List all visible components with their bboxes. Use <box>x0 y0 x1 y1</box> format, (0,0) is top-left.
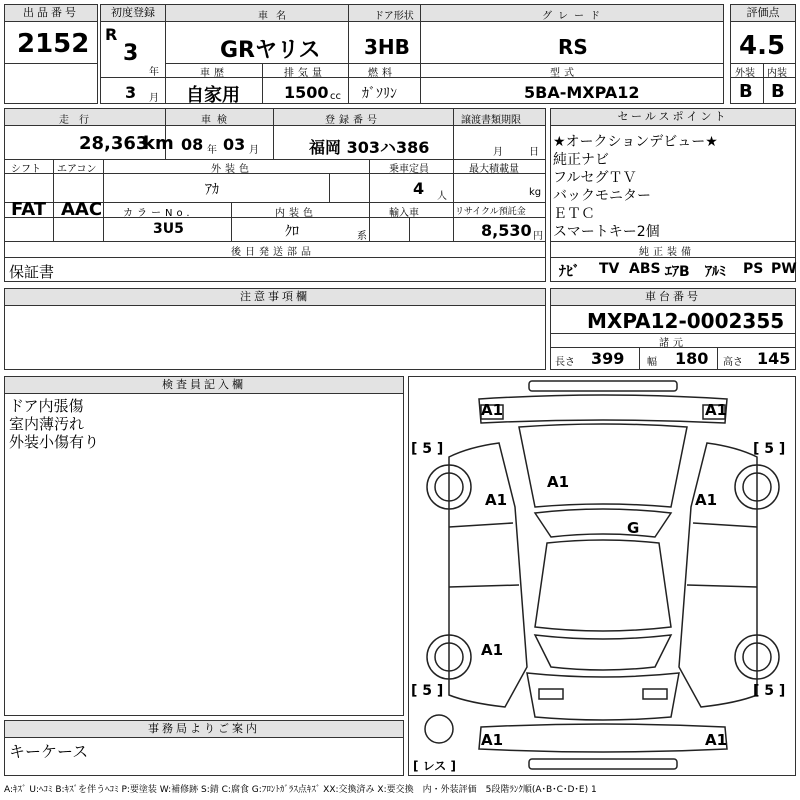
door-label: ドア形状 <box>374 11 414 22</box>
int-color-value: ｸﾛ <box>285 224 299 240</box>
mark-front-left: A1 <box>481 401 504 419</box>
inspection-label: 車検 <box>201 115 233 126</box>
equip-item: PW <box>771 261 797 277</box>
first-registration-label: 初度登録 <box>101 5 165 22</box>
int-value: B <box>771 81 785 102</box>
color-no-value: 3U5 <box>153 221 184 237</box>
equip-item: ｱﾙﾐ <box>705 264 726 280</box>
month-unit: 月 <box>149 93 159 104</box>
displacement-value: 1500 <box>284 83 329 102</box>
height-label: 高さ <box>723 357 743 368</box>
model-value: 5BA-MXPA12 <box>524 83 640 102</box>
load-label: 最大積載量 <box>469 164 519 175</box>
sales-line: スマートキー2個 <box>553 224 660 240</box>
import-label: 輸入車 <box>389 208 419 219</box>
year-unit: 年 <box>149 67 159 78</box>
tire-rear-left: [ 5 ] <box>411 683 444 699</box>
transfer-day-unit: 日 <box>529 147 539 158</box>
history-value: 自家用 <box>186 85 240 106</box>
inspection-month-unit: 月 <box>249 145 259 156</box>
tire-front-right: [ 5 ] <box>753 441 786 457</box>
era-value: R <box>105 25 118 44</box>
spec-label: 諸元 <box>659 338 687 349</box>
mileage-label: 走行 <box>59 115 99 126</box>
office-box <box>4 720 404 776</box>
sales-point-box <box>550 108 796 282</box>
equip-item: TV <box>599 261 620 277</box>
ext-color-value: ｱｶ <box>205 182 219 198</box>
legend: A:ｷｽﾞ U:ﾍｺﾐ B:ｷｽﾞを伴うﾍｺﾐ P:要塗装 W:補修跡 S:錆 C:腐食 G:ﾌﾛﾝﾄｶﾞﾗｽ点ｷｽﾞ XX:交換済み X:要交換 内・外装評価 5段階ﾗﾝｸ順(A･B･C･D･E) 1 <box>4 785 597 795</box>
score-value: 4.5 <box>739 31 786 61</box>
capacity-value: 4 <box>413 179 425 198</box>
capacity-unit: 人 <box>437 191 447 202</box>
inspection-year: 08 <box>181 135 204 154</box>
length-label: 長さ <box>555 357 575 368</box>
chassis-value: MXPA12-0002355 <box>587 309 785 333</box>
sales-line: フルセグＴＶ <box>553 170 637 186</box>
lot-number-box <box>4 4 98 104</box>
score-label: 評価点 <box>731 5 795 22</box>
recycle-value: 8,530 <box>481 221 532 240</box>
inspector-label: 検査員記入欄 <box>5 377 403 394</box>
year-value: 3 <box>123 41 139 66</box>
main-header-box <box>166 4 724 104</box>
mileage-value: 28,363 <box>79 133 149 154</box>
inspector-line: ドア内張傷 <box>9 397 84 415</box>
fuel-label: 燃料 <box>368 68 396 79</box>
mark-left-rear: A1 <box>481 641 504 659</box>
chassis-box <box>550 288 796 370</box>
height-value: 145 <box>757 349 791 368</box>
door-value: 3HB <box>364 35 410 59</box>
sales-point-label: セールスポイント <box>551 109 795 126</box>
sales-line: ★オークションデビュー★ <box>553 134 718 150</box>
ext-value: B <box>739 81 753 102</box>
office-label: 事務局よりご案内 <box>5 721 403 738</box>
inspector-line: 室内薄汚れ <box>9 415 85 433</box>
tire-rear-right: [ 5 ] <box>753 683 786 699</box>
reg-label: 登録番号 <box>325 115 381 126</box>
equip-item: PS <box>743 261 764 277</box>
ac-value: AAC <box>61 199 103 220</box>
load-unit: kg <box>529 187 542 198</box>
shift-label: シフト <box>11 164 41 175</box>
displacement-unit: cc <box>330 91 341 102</box>
mark-windshield: G <box>627 519 640 537</box>
transfer-month-unit: 月 <box>493 147 503 158</box>
mileage-unit: km <box>143 133 174 154</box>
equipment-label: 純正装備 <box>639 247 695 258</box>
car-name-label: 車名 <box>258 11 294 22</box>
car-diagram-box <box>408 376 796 776</box>
ac-label: エアコン <box>57 164 97 175</box>
mark-front-right: A1 <box>705 401 728 419</box>
model-label: 型式 <box>550 68 578 79</box>
int-color-label: 内装色 <box>275 208 317 219</box>
vehicle-info-box <box>4 108 546 282</box>
sales-line: ＥＴＣ <box>553 206 595 222</box>
width-label: 幅 <box>647 357 657 368</box>
mark-hood: A1 <box>547 473 570 491</box>
chassis-label: 車台番号 <box>551 289 795 306</box>
capacity-label: 乗車定員 <box>389 164 429 175</box>
lot-number-value: 2152 <box>17 29 90 59</box>
registration-value: 福岡 303ハ386 <box>309 138 430 157</box>
inspection-year-unit: 年 <box>207 145 217 156</box>
inspector-box <box>4 376 404 716</box>
inspection-month: 03 <box>223 135 246 154</box>
mark-left-front: A1 <box>485 491 508 509</box>
color-no-label: カラーNo. <box>123 208 194 219</box>
grade-label: グレード <box>542 11 606 22</box>
car-diagram <box>409 377 797 777</box>
car-name-value: GRヤリス <box>220 38 321 63</box>
ext-color-label: 外装色 <box>211 164 253 175</box>
lot-number-label: 出品番号 <box>5 5 97 22</box>
equip-item: ﾅﾋﾞ <box>559 264 580 280</box>
mark-rear-right: A1 <box>705 731 728 749</box>
grade-value: RS <box>558 35 588 59</box>
recycle-unit: 円 <box>533 231 543 242</box>
ext-label: 外装 <box>735 68 755 79</box>
first-registration-box <box>100 4 166 104</box>
width-value: 180 <box>675 349 709 368</box>
office-value: キーケース <box>9 742 89 761</box>
equip-item: ｴｱB <box>665 264 690 280</box>
int-label: 内装 <box>767 68 787 79</box>
fuel-value: ｶﾞｿﾘﾝ <box>362 86 397 102</box>
equip-item: ABS <box>629 261 661 277</box>
month-value: 3 <box>125 83 137 102</box>
mark-right-front: A1 <box>695 491 718 509</box>
notes-label: 注意事項欄 <box>5 289 545 306</box>
int-color-unit: 系 <box>357 231 367 242</box>
inspector-line: 外装小傷有り <box>9 433 100 451</box>
spare-tire: [ レス ] <box>413 759 456 773</box>
transfer-label: 譲渡書類期限 <box>461 115 521 126</box>
score-box <box>730 4 796 104</box>
mark-rear-left: A1 <box>481 731 504 749</box>
displacement-label: 排気量 <box>284 68 326 79</box>
sales-line: バックモニター <box>553 188 651 204</box>
history-label: 車歴 <box>200 68 228 79</box>
sales-line: 純正ナビ <box>553 152 609 168</box>
notes-box <box>4 288 546 370</box>
later-parts-value: 保証書 <box>9 263 55 281</box>
later-parts-label: 後日発送部品 <box>231 247 315 258</box>
shift-value: FAT <box>11 199 47 220</box>
length-value: 399 <box>591 349 625 368</box>
recycle-label: リサイクル預託金 <box>455 207 526 217</box>
tire-front-left: [ 5 ] <box>411 441 444 457</box>
